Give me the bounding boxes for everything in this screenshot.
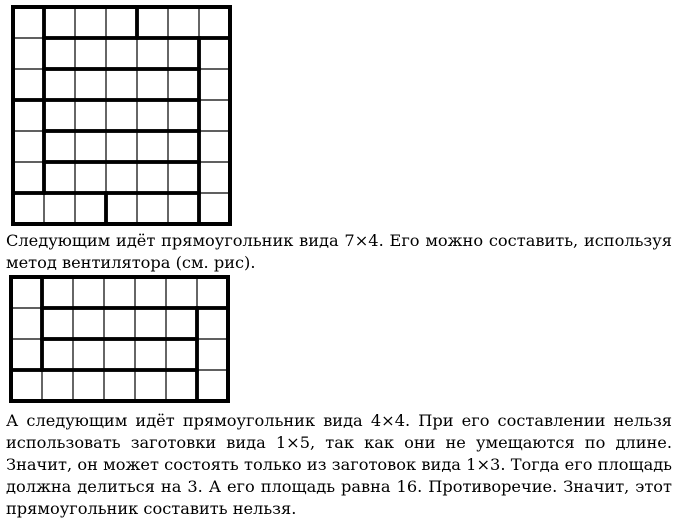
tile-piece bbox=[13, 100, 44, 193]
tile-piece bbox=[42, 308, 197, 339]
tile-piece bbox=[13, 7, 44, 100]
fan-tiling-figure-square bbox=[11, 5, 237, 231]
tile-piece bbox=[44, 7, 137, 38]
tile-piece bbox=[13, 193, 106, 224]
tile-piece bbox=[44, 131, 199, 162]
tile-piece bbox=[44, 162, 199, 193]
tile-piece bbox=[197, 308, 228, 401]
tile-piece bbox=[44, 69, 199, 100]
tile-piece bbox=[106, 193, 199, 224]
tile-piece bbox=[42, 339, 197, 370]
tile-piece bbox=[44, 100, 199, 131]
fan-tiling-figure-7x4 bbox=[9, 275, 233, 404]
paragraph-4x4-contradiction: А следующим идёт прямоугольник вида 4×4. При его составлении нельзя использовать заготовки вида 1×5, так как они не умещаются по длине. Значит, он может состоять только из заготовок вида 1×3. Тогда его площадь должна делиться на 3. А его площадь равна 16. Противоречие. Значит, этот прямоугольник составить нельзя. bbox=[6, 411, 672, 518]
tile-piece bbox=[44, 38, 199, 69]
paragraph-fan-method: Следующим идёт прямоугольник вида 7×4. Его можно составить, используя метод вентилятора (см. рис). bbox=[6, 231, 672, 272]
tile-piece bbox=[11, 277, 42, 370]
tile-piece bbox=[137, 7, 230, 38]
